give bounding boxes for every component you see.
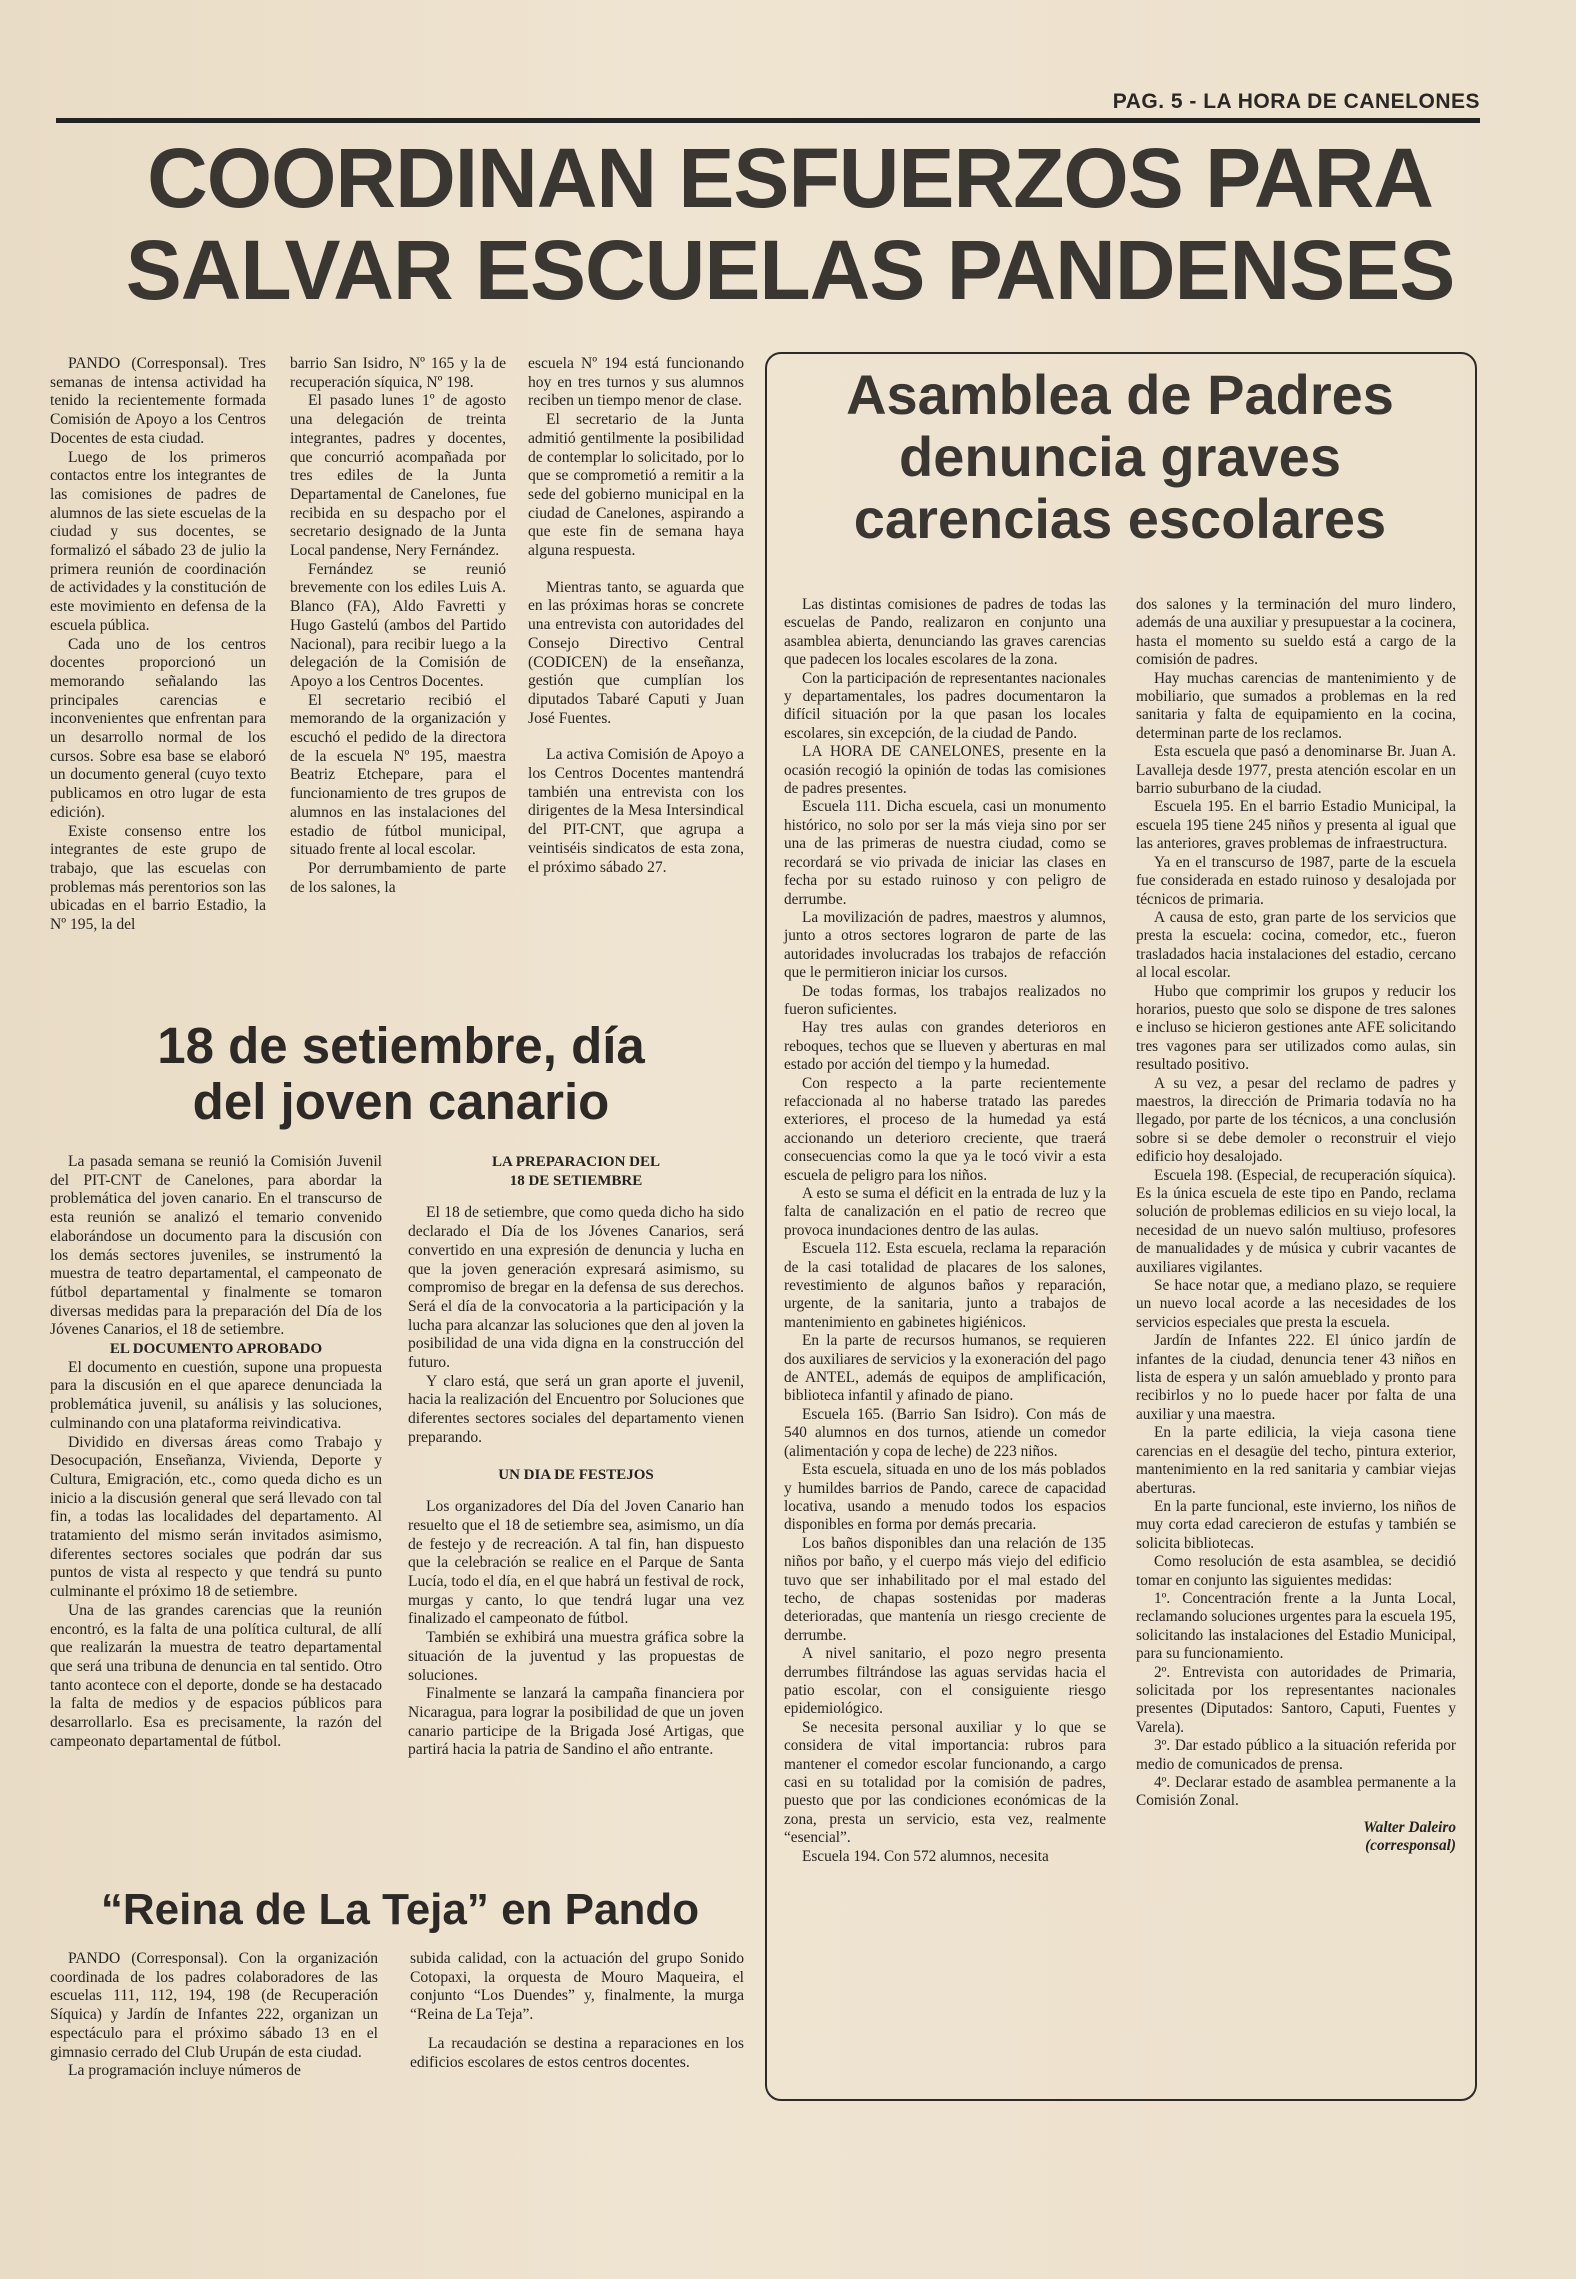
paragraph: Se necesita personal auxiliar y lo que se considera de vital importancia: rubros para mantener el comedor escolar funcionando, a cargo casi en su totalidad por la comisión de padres, puesto que por las condiciones económicas de la zona, presta un servicio, esta vez, realmente “esencial”. xyxy=(784,1718,1106,1847)
paragraph: Hay tres aulas con grandes deterioros en reboques, techos que se llueven y aberturas en mal estado por acción del tiempo y la humedad. xyxy=(784,1019,1106,1074)
paragraph: Escuela 198. (Especial, de recuperación síquica). Es la única escuela de este tipo en Pando, reclama solución de problemas edilicios en su viejo local, la necesidad de un nuevo salón multiuso, profesores de manualidades y de música y cubrir vacantes de auxiliares vigilantes. xyxy=(1136,1166,1456,1276)
paragraph: Los organizadores del Día del Joven Canario han resuelto que el 18 de setiembre sea, asimismo, un día de festejo y de recreación. A tal fin, han dispuesto que la celebración se realice en el Parque de Santa Lucía, todo el día, en el que habrá un festival de rock, murgas y canto, lo que tendrá lugar una vez finalizado el campeonato de fútbol. xyxy=(408,1498,744,1628)
paragraph: Los baños disponibles dan una relación de 135 niños por baño, y el cuerpo más viejo del edificio tuvo que ser inhabilitado por el mal estado del techo, de chapas sostenidas por maderas deterioradas, que mantenía un riesgo creciente de derrumbe. xyxy=(784,1534,1106,1644)
paragraph: Con respecto a la parte recientemente refaccionada al no haberse tratado las paredes exteriores, el proceso de la humedad ya está accionando un deterioro creciente, que traerá consecuencias como la que ya le tocó vivir a esta escuela de peligro para los niños. xyxy=(784,1074,1106,1184)
asamblea-col-2 xyxy=(1136,596,1456,1856)
paragraph: Cada uno de los centros docentes proporcionó un memorando señalando las principales carencias e inconvenientes que enfrentan para un desarrollo normal de los cursos. Sobre esa base se elaboró un documento general (cuyo texto publicamos en otro lugar de esta edición). xyxy=(50,635,266,821)
asamblea-headline xyxy=(780,364,1460,550)
main-article-col-1 xyxy=(50,355,266,935)
paragraph: subida calidad, con la actuación del grupo Sonido Cotopaxi, la orquesta de Mouro Maqueira, el conjunto “Los Duendes” y, finalmente, la murga “Reina de La Teja”. xyxy=(410,1950,744,2024)
paragraph: 4º. Declarar estado de asamblea permanente a la Comisión Zonal. xyxy=(1136,1774,1456,1810)
header-rule xyxy=(56,118,1480,123)
paragraph: Con la participación de representantes nacionales y departamentales, los padres documentaron la difícil situación por la que pasan los locales escolares, sin excepción, de la ciudad de Pando. xyxy=(784,669,1106,742)
main-article-col-2 xyxy=(290,355,506,897)
paragraph: El 18 de setiembre, que como queda dicho ha sido declarado el Día de los Jóvenes Canarios, será convertido en una expresión de denuncia y lucha en que la joven generación expresará asimismo, su compromiso de bregar en la defensa de sus derechos. Será el día de la convocatoria a la participación y la lucha para alcanzar las soluciones que den al joven la posibilidad de una vida digna en la construcción del futuro. xyxy=(408,1204,744,1372)
paragraph: La programación incluye números de xyxy=(68,2062,301,2080)
paragraph: La pasada semana se reunió la Comisión Juvenil del PIT-CNT de Canelones, para abordar la problemática del joven canario. En el transcurso de esta reunión se analizó el temario convenido elaborándose un documento para la discusión con los demás sectores juveniles, se instrumentó la muestra de teatro departamental, el campeonato de fútbol departamental y finalmente se tomaron diversas medidas para la preparación del Día de los Jóvenes Canarios, el 18 de setiembre. xyxy=(50,1153,382,1339)
paragraph: Existe consenso entre los integrantes de este grupo de trabajo, que las escuelas con problemas más perentorios son las ubicadas en el barrio Estadio, la Nº 195, la del xyxy=(50,822,266,934)
subhead-documento: EL DOCUMENTO APROBADO xyxy=(109,1341,323,1358)
signature-name: Walter Daleiro xyxy=(1363,1818,1456,1836)
subhead-preparacion-1: LA PREPARACION DEL xyxy=(491,1154,661,1170)
paragraph: A esto se suma el déficit en la entrada de luz y la falta de canalización en el patio de recreo que provoca inundaciones dentro de las aulas. xyxy=(784,1185,1106,1239)
paragraph: Escuela 111. Dicha escuela, casi un monumento histórico, no solo por ser la más vieja sino por ser una de las primeras de nuestra ciudad, como se recordará se vio privada de iniciar las clases en fecha por su estado ruinoso y con peligro de derrumbe. xyxy=(784,798,1106,908)
paragraph: Esta escuela que pasó a denominarse Br. Juan A. Lavalleja desde 1977, presta atención escolar en un barrio suburbano de la ciudad. xyxy=(1136,743,1456,798)
paragraph: 1º. Concentración frente a la Junta Local, reclamando soluciones urgentes para la escuela 195, solicitando las instalaciones del Estadio Municipal, para su funcionamiento. xyxy=(1136,1589,1456,1663)
paragraph: Hubo que comprimir los grupos y reducir los horarios, puesto que solo se dispone de tres salones e incluso se hicieron gestiones ante AFE solicitando tres vagones para ser utilizados como aulas, sin resultado positivo. xyxy=(1136,982,1456,1074)
paragraph: Las distintas comisiones de padres de todas las escuelas de Pando, realizaron en conjunto una asamblea abierta, denunciando las graves carencias que padecen los locales escolares de la zona. xyxy=(784,596,1106,669)
paragraph: Fernández se reunió brevemente con los ediles Luis A. Blanco (FA), Aldo Favretti y Hugo Gastelú (ambos del Partido Nacional), para recibir luego a la delegación de la Comisión de Apoyo a los Centros Docentes. xyxy=(290,560,506,690)
main-article-col-3 xyxy=(528,355,744,877)
paragraph: El secretario recibió el memorando de la organización y escuchó el pedido de la directora de la escuela Nº 195, maestra Beatriz Etchepare, para el funcionamiento de tres grupos de alumnos en las instalaciones del estadio de fútbol municipal, situado frente al local escolar. xyxy=(290,691,506,859)
paragraph: 3º. Dar estado público a la situación referida por medio de comunicados de prensa. xyxy=(1136,1737,1456,1773)
paragraph: PANDO (Corresponsal). Tres semanas de intensa actividad ha tenido la recientemente formada Comisión de Apoyo a los Centros Docentes de esta ciudad. xyxy=(50,355,266,447)
reina-article-col-1 xyxy=(50,1950,378,2081)
paragraph: A nivel sanitario, el pozo negro presenta derrumbes filtrándose las aguas servidas hacia el patio escolar, con el consiguiente riesgo epidemiológico. xyxy=(784,1645,1106,1718)
paragraph: El documento en cuestión, supone una propuesta para la discusión en el que aparece denunciada la problemática juvenil, su análisis y las soluciones, culminando con una plataforma reivindicativa. xyxy=(50,1358,382,1432)
paragraph: 2º. Entrevista con autoridades de Primaria, solicitada por los representantes nacionales presentes (Diputados: Santoro, Caputi, Fuentes y Varela). xyxy=(1136,1663,1456,1736)
paragraph: También se exhibirá una muestra gráfica sobre la situación de la juventud y las propuestas de soluciones. xyxy=(408,1629,744,1684)
paragraph: Y claro está, que será un gran aporte el juvenil, hacia la realización del Encuentro por Soluciones que diferentes sectores sociales del departamento vienen preparando. xyxy=(408,1372,744,1446)
paragraph: La activa Comisión de Apoyo a los Centros Docentes mantendrá también una entrevista con los dirigentes de la Mesa Intersindical del PIT-CNT, que agrupa a veintiséis sindicatos de esta zona, el próximo sábado 27. xyxy=(528,746,744,876)
paragraph: Escuela 165. (Barrio San Isidro). Con más de 540 alumnos en dos turnos, atiende un comedor (alimentación y copa de leche) de 223 niños. xyxy=(784,1405,1106,1460)
joven-article-col-2 xyxy=(408,1153,744,1760)
paragraph: Una de las grandes carencias que la reunión encontró, es la falta de una política cultural, de allí que realizarán la muestra de teatro departamental que será una tribuna de denuncia en tal sentido. Otro tanto acontece con el deporte, donde se ha destacado la falta de medios y de espacios públicos para desarrollarlo. Esa es precisamente, la razón del campeonato departamental de fútbol. xyxy=(50,1601,382,1750)
reina-article-col-2 xyxy=(410,1950,744,2072)
paragraph: Por derrumbamiento de parte de los salones, la xyxy=(290,859,506,896)
joven-headline-line-1: 18 de setiembre, día xyxy=(157,1017,645,1074)
asamblea-headline-line-2: denuncia graves xyxy=(899,425,1341,488)
paragraph: Hay muchas carencias de mantenimiento y de mobiliario, que sumados a problemas en la red sanitaria y falta de equipamiento en la cocina, determinan parte de los reclamos. xyxy=(1136,669,1456,742)
paragraph: Escuela 112. Esta escuela, reclama la reparación de la casi totalidad de placares de los salones, revestimiento de algunos baños y reparación, urgente, de la sanitaria, junto a trabajos de mantenimiento en gabinetes higiénicos. xyxy=(784,1240,1106,1331)
paragraph: PANDO (Corresponsal). Con la organización coordinada de los padres colaboradores de las escuelas 111, 112, 194, 198 (de Recuperación Síquica) y Jardín de Infantes 222, organizan un espectáculo para el próximo sábado 13 en el gimnasio cerrado del Club Urupán de esta ciudad. xyxy=(50,1950,378,2061)
paragraph: Luego de los primeros contactos entre los integrantes de las comisiones de padres de alumnos de las siete escuelas de la ciudad y sus docentes, se formalizó el sábado 23 de julio la primera reunión de coordinación de actividades y la constitución de este movimiento en defensa de la escuela pública. xyxy=(50,448,266,634)
paragraph: Jardín de Infantes 222. El único jardín de infantes de la ciudad, denuncia tener 43 niños en lista de espera y un salón amueblado y pronto para recibirlos y no lo puede hacer por falta de una auxiliar y una maestra. xyxy=(1136,1332,1456,1423)
paragraph: Se hace notar que, a mediano plazo, se requiere un nuevo local acorde a las necesidades de los servicios especiales que presta la escuela. xyxy=(1136,1277,1456,1331)
joven-article-col-1 xyxy=(50,1153,382,1752)
signature-role: (corresponsal) xyxy=(1365,1837,1456,1855)
asamblea-headline-line-3: carencias escolares xyxy=(853,487,1387,550)
joven-headline xyxy=(56,1018,746,1130)
paragraph: Como resolución de esta asamblea, se decidió tomar en conjunto las siguientes medidas: xyxy=(1136,1553,1456,1589)
joven-headline-line-2: del joven canario xyxy=(192,1073,610,1130)
page-reference: PAG. 5 - LA HORA DE CANELONES xyxy=(1112,90,1480,113)
asamblea-headline-line-1: Asamblea de Padres xyxy=(846,363,1394,426)
main-headline xyxy=(70,132,1510,316)
subhead-festejos: UN DIA DE FESTEJOS xyxy=(498,1466,654,1483)
paragraph: El pasado lunes 1º de agosto una delegación de treinta integrantes, padres y docentes, que concurrió acompañada por tres ediles de la Junta Departamental de Canelones, fue recibida en su despacho por el secretario designado de la Junta Local pandense, Nery Fernández. xyxy=(290,392,506,560)
paragraph: Dividido en diversas áreas como Trabajo y Desocupación, Enseñanza, Vivienda, Deporte y Cultura, Emigración, etc., como queda dicho es un inicio a la discusión general que será llevado con tal fin, a todas las localidades del departamento. Al tratamiento del mismo serán invitados asimismo, diferentes sectores sociales que podrán dar sus puntos de vista al respecto y que tendrá su punto culminante el próximo 18 de setiembre. xyxy=(50,1433,382,1601)
paragraph: De todas formas, los trabajos realizados no fueron suficientes. xyxy=(784,982,1106,1018)
paragraph: La movilización de padres, maestros y alumnos, junto a otros sectores lograron de parte de las autoridades involucradas los trabajos de refacción que le permitieron iniciar los cursos. xyxy=(784,908,1106,982)
paragraph: Finalmente se lanzará la campaña financiera por Nicaragua, para lograr la posibilidad de que un joven canario participe de la Brigada José Artigas, que partirá hacia la patria de Sandino el año entrante. xyxy=(408,1685,744,1759)
paragraph: A su vez, a pesar del reclamo de padres y maestros, la dirección de Primaria todavía no ha llegado, por parte de los técnicos, a una conclusión sobre si se debe demoler o reconstruir el viejo edificio hoy desalojado. xyxy=(1136,1074,1456,1166)
paragraph: dos salones y la terminación del muro lindero, además de una auxiliar y presupuestar a la cocinera, hasta el momento su sueldo está a cargo de la comisión de padres. xyxy=(1136,596,1456,669)
paragraph: LA HORA DE CANELONES, presente en la ocasión recogió la opinión de todas las comisiones de padres presentes. xyxy=(784,743,1106,798)
main-headline-line-1: COORDINAN ESFUERZOS PARA xyxy=(147,131,1433,225)
paragraph: En la parte funcional, este invierno, los niños de muy corta edad carecieron de estufas y también se solicita bibliotecas. xyxy=(1136,1497,1456,1552)
paragraph: En la parte de recursos humanos, se requieren dos auxiliares de servicios y la exoneración del pago de ANTEL, además de equipos de amplificación, biblioteca infantil y afinado de piano. xyxy=(784,1332,1106,1405)
paragraph: Mientras tanto, se aguarda que en las próximas horas se concrete una entrevista con autoridades del Consejo Directivo Central (CODICEN) de la enseñanza, gestión que cumplían los diputados Tabaré Caputi y Juan José Fuentes. xyxy=(528,578,744,727)
paragraph: Esta escuela, situada en uno de los más poblados y humildes barrios de Pando, carece de capacidad locativa, usando a menudo todos los espacios disponibles en forma por demás precaria. xyxy=(784,1461,1106,1534)
paragraph: escuela Nº 194 está funcionando hoy en tres turnos y sus alumnos reciben un tiempo menor de clase. xyxy=(528,355,744,410)
paragraph: Escuela 194. Con 572 alumnos, necesita xyxy=(802,1847,1049,1865)
paragraph: barrio San Isidro, Nº 165 y la de recuperación síquica, Nº 198. xyxy=(290,355,506,391)
asamblea-col-1 xyxy=(784,596,1106,1866)
subhead-preparacion-2: 18 DE SETIEMBRE xyxy=(509,1172,643,1189)
paragraph: El secretario de la Junta admitió gentilmente la posibilidad de contemplar lo solicitado, por lo que se comprometió a remitir a la sede del gobierno municipal en la ciudad de Canelones, aspirando a que este fin de semana haya alguna respuesta. xyxy=(528,411,744,560)
paragraph: Ya en el transcurso de 1987, parte de la escuela fue considerada en estado ruinoso y desalojada por técnicos de primaria. xyxy=(1136,853,1456,908)
paragraph: En la parte edilicia, la vieja casona tiene carencias en el desagüe del techo, pintura exterior, mantenimiento en la red sanitaria y cambiar viejas aberturas. xyxy=(1136,1424,1456,1497)
reina-headline: “Reina de La Teja” en Pando xyxy=(100,1885,700,1934)
paragraph: A causa de esto, gran parte de los servicios que presta la escuela: cocina, comedor, etc., fueron trasladados hacia instalaciones del estadio, cercano al local escolar. xyxy=(1136,908,1456,982)
paragraph: La recaudación se destina a reparaciones en los edificios escolares de estos centros docentes. xyxy=(410,2034,744,2071)
paragraph: Escuela 195. En el barrio Estadio Municipal, la escuela 195 tiene 245 niños y presenta al igual que las anteriores, graves problemas de infraestructura. xyxy=(1136,798,1456,853)
main-headline-line-2: SALVAR ESCUELAS PANDENSES xyxy=(125,223,1455,317)
